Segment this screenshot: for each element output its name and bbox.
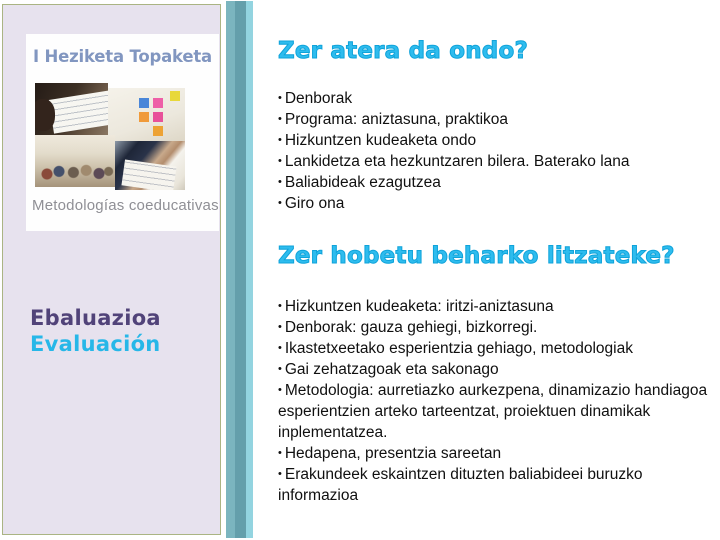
bullet-list-what-to-improve [278,296,710,506]
bullet-text: Baliabideak ezagutzea [284,174,441,191]
writing-paper-shape [121,160,176,190]
bullet-text: Hizkuntzen kudeaketa: iritzi-aniztasuna [284,298,554,315]
postit-blue-icon [139,98,149,108]
photo-writing-hands [115,141,185,190]
postit-magenta-icon [153,112,163,122]
bullet-item [278,338,710,359]
bullet-text: Erakundeek eskaintzen dituzten baliabideei buruzko informazioa [278,466,643,504]
section-heading-what-went-well: Zer atera da ondo? [278,38,528,64]
bullet-item [278,193,710,214]
accent-stripe-2 [235,1,246,538]
hand-shape [35,99,55,131]
label-evaluacion: Evaluación [30,332,161,356]
label-ebaluazioa: Ebaluazioa [30,306,161,330]
bullet-text: Programa: aniztasuna, praktikoa [284,111,509,128]
section-heading-what-to-improve: Zer hobetu beharko litzateke? [278,243,675,269]
evaluation-label [30,305,161,357]
postit-pink-icon [153,98,163,108]
bullet-item [278,443,710,464]
bullet-marker: • [278,384,282,396]
sketch-paper-shape [49,90,108,133]
postit-orange2-icon [153,126,163,136]
bullet-text: Denborak [284,90,353,107]
bullet-marker: • [278,197,282,209]
photo-postits [108,88,185,143]
bullet-marker: • [278,447,282,459]
bullet-marker: • [278,300,282,312]
bullet-text: Hedapena, presentzia sareetan [284,445,502,462]
bullet-marker: • [278,176,282,188]
bullet-text: Hizkuntzen kudeaketa ondo [284,132,477,149]
bullet-marker: • [278,155,282,167]
bullet-item [278,172,710,193]
bullet-text: Giro ona [284,195,345,212]
bullet-item [278,130,710,151]
bullet-marker: • [278,113,282,125]
bullet-text: Denborak: gauza gehiegi, bizkorregi. [284,319,538,336]
photo-sketch-paper [35,83,108,135]
postit-orange-icon [139,112,149,122]
postit-yellow-icon [170,91,180,101]
bullet-item [278,109,710,130]
accent-stripe-1 [226,1,235,538]
bullet-item [278,464,710,506]
bullet-item [278,359,710,380]
poster-card [26,34,219,231]
bullet-list-what-went-well [278,88,710,214]
bullet-item [278,380,710,443]
bullet-marker: • [278,342,282,354]
poster-caption: Metodologías coeducativas [32,197,219,214]
bullet-item [278,151,710,172]
bullet-text: Lankidetza eta hezkuntzaren bilera. Baterako lana [284,153,630,170]
bullet-item [278,296,710,317]
bullet-text: Metodologia: aurretiazko aurkezpena, dinamizazio handiagoa esperientzien arteko tarteentzat, proiektuen dinamikak inplementatzea. [278,382,708,441]
photo-collage [35,83,185,190]
bullet-marker: • [278,321,282,333]
bullet-item [278,88,710,109]
poster-title: I Heziketa Topaketa [33,47,212,66]
bullet-text: Gai zehatzagoak eta sakonago [284,361,499,378]
left-panel [2,4,221,535]
bullet-marker: • [278,468,282,480]
photo-crowd [35,135,115,187]
bullet-marker: • [278,134,282,146]
bullet-marker: • [278,363,282,375]
bullet-text: Ikastetxeetako esperientzia gehiago, metodologiak [284,340,633,357]
bullet-marker: • [278,92,282,104]
accent-stripe-3 [246,1,253,538]
bullet-item [278,317,710,338]
accent-bar [226,1,253,538]
